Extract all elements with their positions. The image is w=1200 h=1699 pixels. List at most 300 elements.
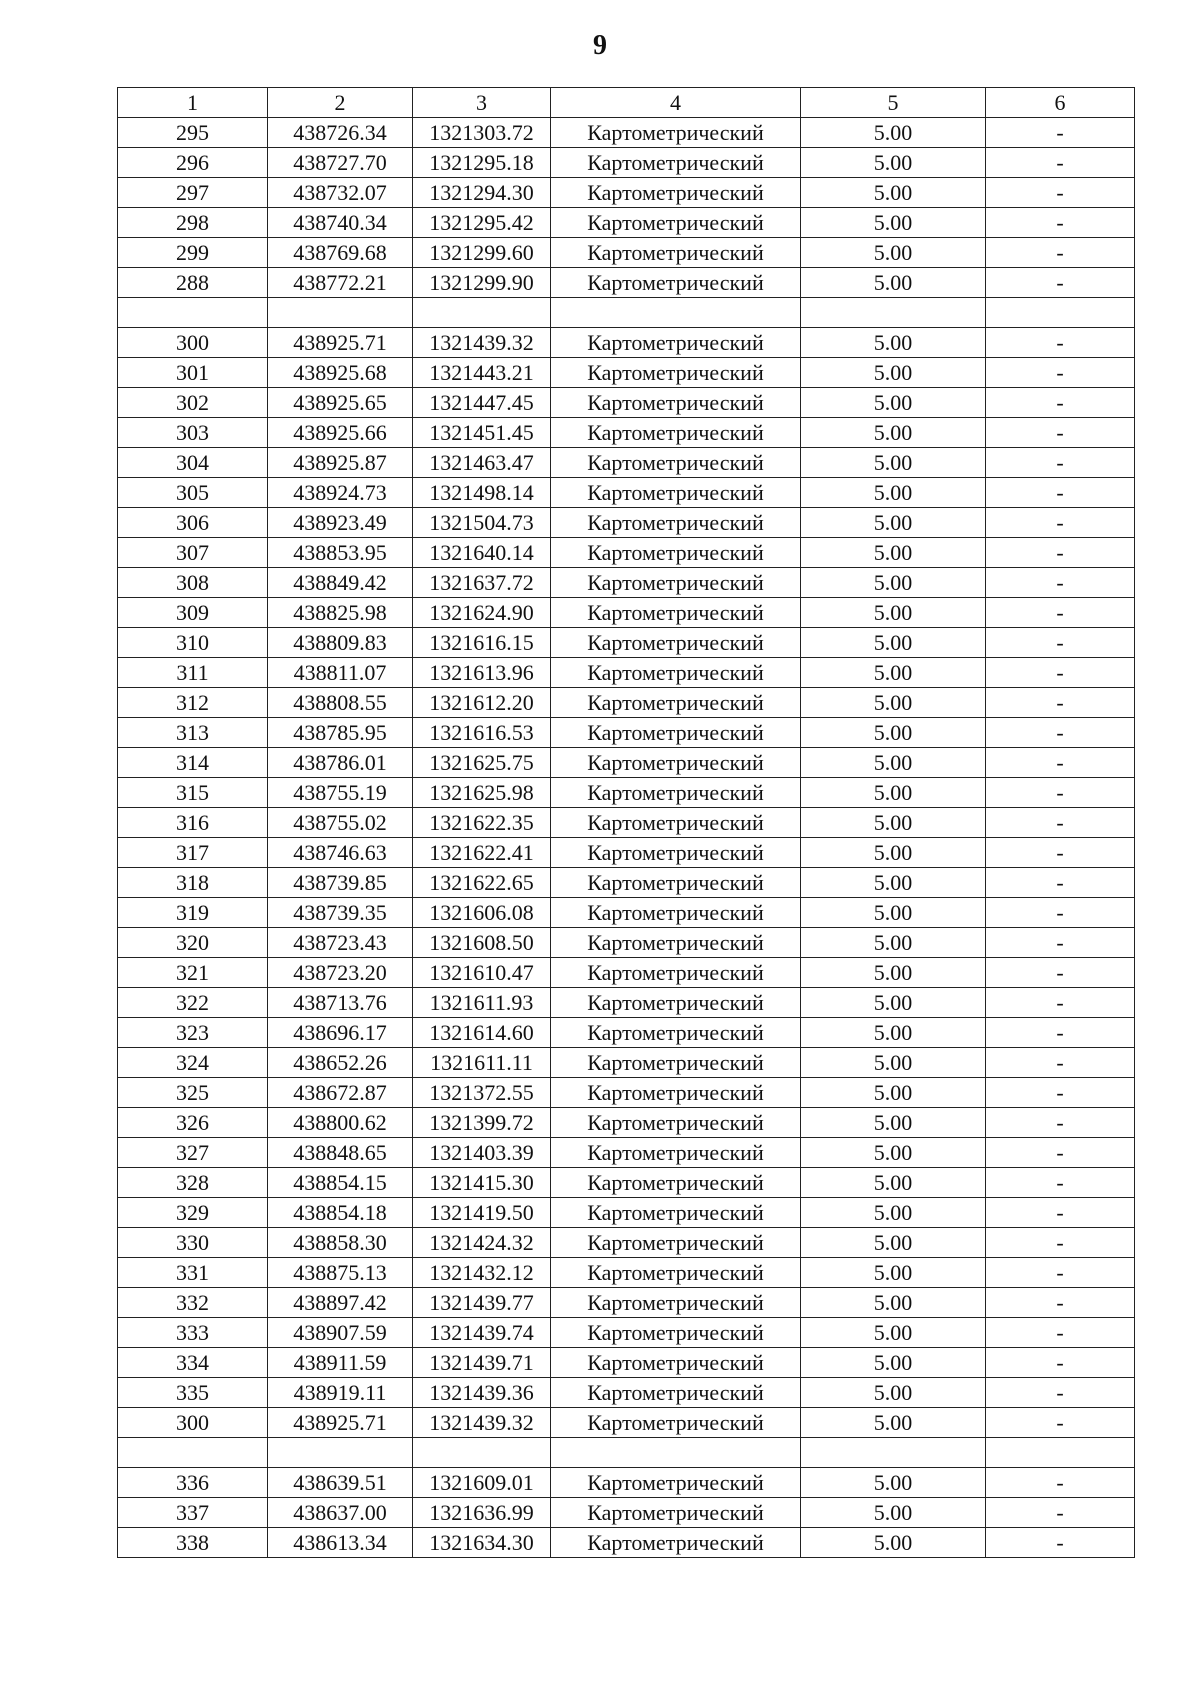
method-cell: Картометрический	[551, 1528, 801, 1558]
accuracy-cell: 5.00	[801, 898, 986, 928]
point-number-cell: 331	[118, 1258, 268, 1288]
accuracy-cell: 5.00	[801, 478, 986, 508]
table-row	[118, 388, 1135, 418]
accuracy-cell: 5.00	[801, 1468, 986, 1498]
note-cell: -	[986, 628, 1135, 658]
note-cell: -	[986, 478, 1135, 508]
table-row	[118, 628, 1135, 658]
y-coordinate-cell: 1321439.32	[413, 1408, 551, 1438]
accuracy-cell: 5.00	[801, 1108, 986, 1138]
note-cell: -	[986, 1138, 1135, 1168]
y-coordinate-cell: 1321439.32	[413, 328, 551, 358]
method-cell: Картометрический	[551, 1168, 801, 1198]
note-cell: -	[986, 928, 1135, 958]
point-number-cell	[118, 1438, 268, 1468]
y-coordinate-cell: 1321447.45	[413, 388, 551, 418]
x-coordinate-cell: 438727.70	[268, 148, 413, 178]
method-cell: Картометрический	[551, 478, 801, 508]
table-row	[118, 1228, 1135, 1258]
accuracy-cell: 5.00	[801, 718, 986, 748]
point-number-cell: 299	[118, 238, 268, 268]
note-cell: -	[986, 808, 1135, 838]
page-number: 9	[593, 30, 607, 61]
table-row	[118, 778, 1135, 808]
method-cell: Картометрический	[551, 1138, 801, 1168]
column-header: 3	[413, 88, 551, 118]
y-coordinate-cell: 1321611.11	[413, 1048, 551, 1078]
method-cell: Картометрический	[551, 1108, 801, 1138]
y-coordinate-cell: 1321372.55	[413, 1078, 551, 1108]
table-row	[118, 1498, 1135, 1528]
method-cell: Картометрический	[551, 1348, 801, 1378]
accuracy-cell: 5.00	[801, 868, 986, 898]
x-coordinate-cell: 438848.65	[268, 1138, 413, 1168]
method-cell: Картометрический	[551, 838, 801, 868]
method-cell: Картометрический	[551, 1228, 801, 1258]
y-coordinate-cell: 1321622.35	[413, 808, 551, 838]
table-row	[118, 1468, 1135, 1498]
point-number-cell: 303	[118, 418, 268, 448]
note-cell: -	[986, 898, 1135, 928]
y-coordinate-cell: 1321451.45	[413, 418, 551, 448]
accuracy-cell: 5.00	[801, 1258, 986, 1288]
table-row	[118, 898, 1135, 928]
point-number-cell: 321	[118, 958, 268, 988]
table-row	[118, 148, 1135, 178]
y-coordinate-cell: 1321419.50	[413, 1198, 551, 1228]
accuracy-cell: 5.00	[801, 148, 986, 178]
table-row	[118, 418, 1135, 448]
x-coordinate-cell: 438809.83	[268, 628, 413, 658]
method-cell: Картометрический	[551, 808, 801, 838]
accuracy-cell: 5.00	[801, 778, 986, 808]
method-cell: Картометрический	[551, 448, 801, 478]
accuracy-cell: 5.00	[801, 808, 986, 838]
note-cell: -	[986, 1528, 1135, 1558]
note-cell: -	[986, 1228, 1135, 1258]
accuracy-cell	[801, 1438, 986, 1468]
y-coordinate-cell: 1321299.60	[413, 238, 551, 268]
point-number-cell: 309	[118, 598, 268, 628]
accuracy-cell: 5.00	[801, 1378, 986, 1408]
x-coordinate-cell: 438923.49	[268, 508, 413, 538]
x-coordinate-cell: 438613.34	[268, 1528, 413, 1558]
y-coordinate-cell	[413, 298, 551, 328]
point-number-cell: 336	[118, 1468, 268, 1498]
note-cell: -	[986, 208, 1135, 238]
y-coordinate-cell: 1321295.18	[413, 148, 551, 178]
y-coordinate-cell	[413, 1438, 551, 1468]
note-cell: -	[986, 1498, 1135, 1528]
x-coordinate-cell	[268, 1438, 413, 1468]
point-number-cell: 328	[118, 1168, 268, 1198]
accuracy-cell: 5.00	[801, 178, 986, 208]
note-cell: -	[986, 358, 1135, 388]
table-row	[118, 1078, 1135, 1108]
note-cell: -	[986, 748, 1135, 778]
x-coordinate-cell: 438652.26	[268, 1048, 413, 1078]
table-row	[118, 808, 1135, 838]
y-coordinate-cell: 1321622.65	[413, 868, 551, 898]
method-cell: Картометрический	[551, 1018, 801, 1048]
method-cell: Картометрический	[551, 178, 801, 208]
y-coordinate-cell: 1321498.14	[413, 478, 551, 508]
x-coordinate-cell: 438696.17	[268, 1018, 413, 1048]
point-number-cell: 314	[118, 748, 268, 778]
x-coordinate-cell: 438907.59	[268, 1318, 413, 1348]
column-header: 2	[268, 88, 413, 118]
table-row	[118, 1198, 1135, 1228]
point-number-cell: 324	[118, 1048, 268, 1078]
point-number-cell: 288	[118, 268, 268, 298]
method-cell: Картометрический	[551, 1378, 801, 1408]
table-row	[118, 1168, 1135, 1198]
point-number-cell: 325	[118, 1078, 268, 1108]
x-coordinate-cell: 438811.07	[268, 658, 413, 688]
point-number-cell: 296	[118, 148, 268, 178]
point-number-cell: 327	[118, 1138, 268, 1168]
table-row	[118, 358, 1135, 388]
table-row	[118, 448, 1135, 478]
point-number-cell: 297	[118, 178, 268, 208]
table-row	[118, 988, 1135, 1018]
method-cell: Картометрический	[551, 658, 801, 688]
accuracy-cell: 5.00	[801, 118, 986, 148]
x-coordinate-cell: 438854.18	[268, 1198, 413, 1228]
note-cell: -	[986, 328, 1135, 358]
note-cell: -	[986, 868, 1135, 898]
accuracy-cell: 5.00	[801, 1498, 986, 1528]
method-cell: Картометрический	[551, 988, 801, 1018]
table-row	[118, 958, 1135, 988]
accuracy-cell: 5.00	[801, 1198, 986, 1228]
point-number-cell: 318	[118, 868, 268, 898]
y-coordinate-cell: 1321637.72	[413, 568, 551, 598]
note-cell: -	[986, 508, 1135, 538]
y-coordinate-cell: 1321424.32	[413, 1228, 551, 1258]
point-number-cell: 298	[118, 208, 268, 238]
y-coordinate-cell: 1321439.77	[413, 1288, 551, 1318]
y-coordinate-cell: 1321439.36	[413, 1378, 551, 1408]
point-number-cell: 332	[118, 1288, 268, 1318]
accuracy-cell: 5.00	[801, 748, 986, 778]
y-coordinate-cell: 1321640.14	[413, 538, 551, 568]
table-row	[118, 1108, 1135, 1138]
method-cell: Картометрический	[551, 1468, 801, 1498]
accuracy-cell: 5.00	[801, 838, 986, 868]
table-row	[118, 1288, 1135, 1318]
accuracy-cell: 5.00	[801, 418, 986, 448]
method-cell: Картометрический	[551, 238, 801, 268]
accuracy-cell: 5.00	[801, 958, 986, 988]
separator-row	[118, 298, 1135, 328]
x-coordinate-cell	[268, 298, 413, 328]
table-row	[118, 118, 1135, 148]
method-cell: Картометрический	[551, 778, 801, 808]
note-cell: -	[986, 1108, 1135, 1138]
point-number-cell: 307	[118, 538, 268, 568]
point-number-cell: 333	[118, 1318, 268, 1348]
x-coordinate-cell: 438911.59	[268, 1348, 413, 1378]
y-coordinate-cell: 1321606.08	[413, 898, 551, 928]
x-coordinate-cell: 438853.95	[268, 538, 413, 568]
y-coordinate-cell: 1321504.73	[413, 508, 551, 538]
note-cell: -	[986, 658, 1135, 688]
method-cell: Картометрический	[551, 508, 801, 538]
x-coordinate-cell: 438919.11	[268, 1378, 413, 1408]
accuracy-cell: 5.00	[801, 208, 986, 238]
point-number-cell: 301	[118, 358, 268, 388]
accuracy-cell: 5.00	[801, 328, 986, 358]
x-coordinate-cell: 438800.62	[268, 1108, 413, 1138]
note-cell: -	[986, 538, 1135, 568]
x-coordinate-cell: 438739.85	[268, 868, 413, 898]
x-coordinate-cell: 438740.34	[268, 208, 413, 238]
method-cell: Картометрический	[551, 748, 801, 778]
accuracy-cell: 5.00	[801, 928, 986, 958]
method-cell: Картометрический	[551, 118, 801, 148]
point-number-cell: 317	[118, 838, 268, 868]
y-coordinate-cell: 1321624.90	[413, 598, 551, 628]
accuracy-cell: 5.00	[801, 448, 986, 478]
point-number-cell: 312	[118, 688, 268, 718]
y-coordinate-cell: 1321403.39	[413, 1138, 551, 1168]
table-row	[118, 568, 1135, 598]
note-cell: -	[986, 568, 1135, 598]
table-row	[118, 658, 1135, 688]
table-row	[118, 1018, 1135, 1048]
table-row	[118, 838, 1135, 868]
accuracy-cell: 5.00	[801, 1168, 986, 1198]
note-cell: -	[986, 1348, 1135, 1378]
table-row	[118, 598, 1135, 628]
table-row	[118, 1528, 1135, 1558]
x-coordinate-cell: 438755.02	[268, 808, 413, 838]
table-row	[118, 868, 1135, 898]
x-coordinate-cell: 438785.95	[268, 718, 413, 748]
method-cell: Картометрический	[551, 718, 801, 748]
table-row	[118, 508, 1135, 538]
table-row	[118, 1048, 1135, 1078]
x-coordinate-cell: 438925.68	[268, 358, 413, 388]
method-cell: Картометрический	[551, 898, 801, 928]
accuracy-cell: 5.00	[801, 628, 986, 658]
table-row	[118, 1318, 1135, 1348]
point-number-cell: 302	[118, 388, 268, 418]
x-coordinate-cell: 438739.35	[268, 898, 413, 928]
accuracy-cell: 5.00	[801, 1018, 986, 1048]
note-cell	[986, 1438, 1135, 1468]
y-coordinate-cell: 1321608.50	[413, 928, 551, 958]
point-number-cell: 323	[118, 1018, 268, 1048]
y-coordinate-cell: 1321622.41	[413, 838, 551, 868]
x-coordinate-cell: 438854.15	[268, 1168, 413, 1198]
method-cell	[551, 1438, 801, 1468]
y-coordinate-cell: 1321625.75	[413, 748, 551, 778]
separator-row	[118, 1438, 1135, 1468]
method-cell: Картометрический	[551, 1288, 801, 1318]
y-coordinate-cell: 1321439.71	[413, 1348, 551, 1378]
note-cell: -	[986, 1168, 1135, 1198]
x-coordinate-cell: 438755.19	[268, 778, 413, 808]
y-coordinate-cell: 1321616.15	[413, 628, 551, 658]
accuracy-cell: 5.00	[801, 658, 986, 688]
y-coordinate-cell: 1321610.47	[413, 958, 551, 988]
point-number-cell	[118, 298, 268, 328]
table-row	[118, 208, 1135, 238]
table-row	[118, 928, 1135, 958]
x-coordinate-cell: 438924.73	[268, 478, 413, 508]
accuracy-cell: 5.00	[801, 1408, 986, 1438]
y-coordinate-cell: 1321415.30	[413, 1168, 551, 1198]
method-cell: Картометрический	[551, 268, 801, 298]
x-coordinate-cell: 438726.34	[268, 118, 413, 148]
y-coordinate-cell: 1321609.01	[413, 1468, 551, 1498]
table-row	[118, 718, 1135, 748]
table-row	[118, 1138, 1135, 1168]
accuracy-cell: 5.00	[801, 1078, 986, 1108]
note-cell: -	[986, 1048, 1135, 1078]
column-header: 5	[801, 88, 986, 118]
note-cell: -	[986, 988, 1135, 1018]
accuracy-cell: 5.00	[801, 388, 986, 418]
x-coordinate-cell: 438732.07	[268, 178, 413, 208]
y-coordinate-cell: 1321625.98	[413, 778, 551, 808]
y-coordinate-cell: 1321443.21	[413, 358, 551, 388]
x-coordinate-cell: 438713.76	[268, 988, 413, 1018]
accuracy-cell	[801, 298, 986, 328]
x-coordinate-cell: 438875.13	[268, 1258, 413, 1288]
table-row	[118, 268, 1135, 298]
coordinates-table	[117, 87, 1135, 1558]
method-cell: Картометрический	[551, 358, 801, 388]
point-number-cell: 300	[118, 328, 268, 358]
point-number-cell: 315	[118, 778, 268, 808]
accuracy-cell: 5.00	[801, 1528, 986, 1558]
accuracy-cell: 5.00	[801, 238, 986, 268]
point-number-cell: 316	[118, 808, 268, 838]
x-coordinate-cell: 438637.00	[268, 1498, 413, 1528]
x-coordinate-cell: 438786.01	[268, 748, 413, 778]
note-cell: -	[986, 178, 1135, 208]
method-cell: Картометрический	[551, 688, 801, 718]
y-coordinate-cell: 1321463.47	[413, 448, 551, 478]
x-coordinate-cell: 438672.87	[268, 1078, 413, 1108]
header-row	[118, 88, 1135, 118]
note-cell: -	[986, 1018, 1135, 1048]
method-cell: Картометрический	[551, 598, 801, 628]
x-coordinate-cell: 438925.71	[268, 328, 413, 358]
method-cell: Картометрический	[551, 628, 801, 658]
point-number-cell: 310	[118, 628, 268, 658]
x-coordinate-cell: 438849.42	[268, 568, 413, 598]
x-coordinate-cell: 438769.68	[268, 238, 413, 268]
accuracy-cell: 5.00	[801, 1138, 986, 1168]
table-header	[118, 88, 1135, 118]
point-number-cell: 338	[118, 1528, 268, 1558]
table-row	[118, 1408, 1135, 1438]
method-cell: Картометрический	[551, 1498, 801, 1528]
y-coordinate-cell: 1321613.96	[413, 658, 551, 688]
method-cell: Картометрический	[551, 568, 801, 598]
accuracy-cell: 5.00	[801, 688, 986, 718]
point-number-cell: 334	[118, 1348, 268, 1378]
y-coordinate-cell: 1321295.42	[413, 208, 551, 238]
x-coordinate-cell: 438723.43	[268, 928, 413, 958]
note-cell: -	[986, 118, 1135, 148]
y-coordinate-cell: 1321399.72	[413, 1108, 551, 1138]
accuracy-cell: 5.00	[801, 268, 986, 298]
table-body	[118, 118, 1135, 1558]
point-number-cell: 335	[118, 1378, 268, 1408]
method-cell: Картометрический	[551, 538, 801, 568]
method-cell: Картометрический	[551, 928, 801, 958]
y-coordinate-cell: 1321634.30	[413, 1528, 551, 1558]
point-number-cell: 295	[118, 118, 268, 148]
method-cell: Картометрический	[551, 208, 801, 238]
accuracy-cell: 5.00	[801, 1348, 986, 1378]
note-cell: -	[986, 718, 1135, 748]
note-cell: -	[986, 838, 1135, 868]
method-cell: Картометрический	[551, 1078, 801, 1108]
method-cell: Картометрический	[551, 1258, 801, 1288]
method-cell: Картометрический	[551, 958, 801, 988]
method-cell: Картометрический	[551, 1318, 801, 1348]
y-coordinate-cell: 1321439.74	[413, 1318, 551, 1348]
y-coordinate-cell: 1321294.30	[413, 178, 551, 208]
point-number-cell: 330	[118, 1228, 268, 1258]
x-coordinate-cell: 438639.51	[268, 1468, 413, 1498]
point-number-cell: 326	[118, 1108, 268, 1138]
accuracy-cell: 5.00	[801, 1228, 986, 1258]
method-cell: Картометрический	[551, 1198, 801, 1228]
point-number-cell: 300	[118, 1408, 268, 1438]
method-cell	[551, 298, 801, 328]
note-cell: -	[986, 958, 1135, 988]
table-row	[118, 1378, 1135, 1408]
note-cell: -	[986, 1408, 1135, 1438]
x-coordinate-cell: 438925.65	[268, 388, 413, 418]
note-cell: -	[986, 418, 1135, 448]
method-cell: Картометрический	[551, 1048, 801, 1078]
x-coordinate-cell: 438897.42	[268, 1288, 413, 1318]
note-cell: -	[986, 1258, 1135, 1288]
table-row	[118, 538, 1135, 568]
y-coordinate-cell: 1321303.72	[413, 118, 551, 148]
x-coordinate-cell: 438925.66	[268, 418, 413, 448]
note-cell: -	[986, 268, 1135, 298]
table-row	[118, 1258, 1135, 1288]
y-coordinate-cell: 1321612.20	[413, 688, 551, 718]
accuracy-cell: 5.00	[801, 538, 986, 568]
note-cell: -	[986, 1468, 1135, 1498]
note-cell: -	[986, 598, 1135, 628]
accuracy-cell: 5.00	[801, 1288, 986, 1318]
point-number-cell: 319	[118, 898, 268, 928]
column-header: 6	[986, 88, 1135, 118]
table-row	[118, 688, 1135, 718]
y-coordinate-cell: 1321299.90	[413, 268, 551, 298]
column-header: 4	[551, 88, 801, 118]
method-cell: Картометрический	[551, 1408, 801, 1438]
note-cell: -	[986, 448, 1135, 478]
note-cell: -	[986, 1378, 1135, 1408]
note-cell: -	[986, 1198, 1135, 1228]
x-coordinate-cell: 438925.71	[268, 1408, 413, 1438]
x-coordinate-cell: 438746.63	[268, 838, 413, 868]
note-cell: -	[986, 1318, 1135, 1348]
x-coordinate-cell: 438808.55	[268, 688, 413, 718]
